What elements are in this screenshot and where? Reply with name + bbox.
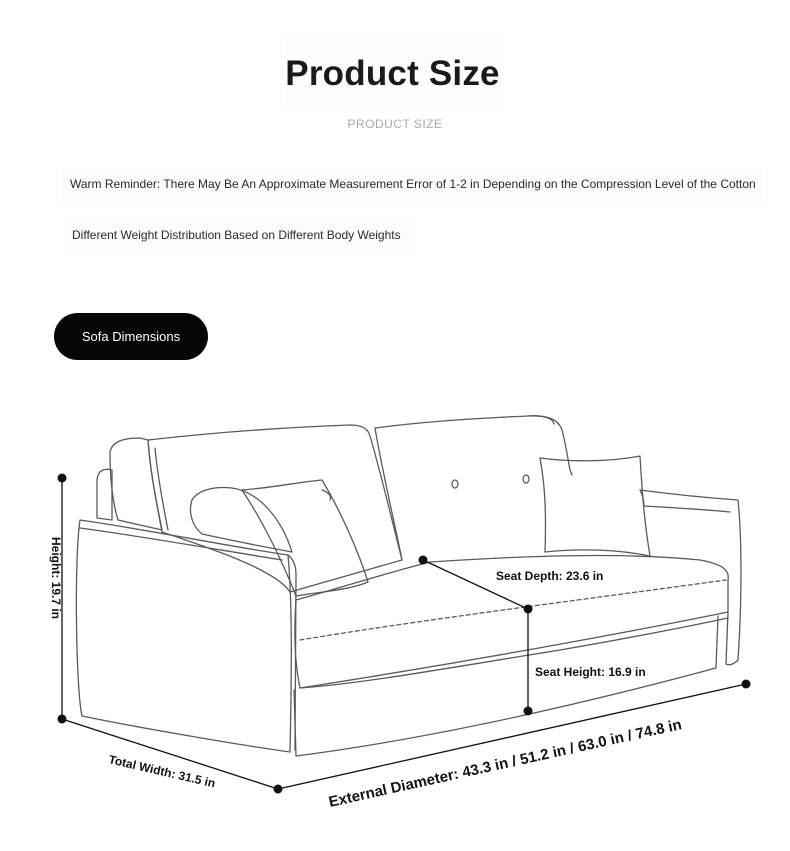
- sofa-drawing: [76, 416, 741, 756]
- external-diameter-label: External Diameter: 43.3 in / 51.2 in / 63.0 in / 74.8 in: [327, 716, 684, 811]
- height-top-point: [58, 474, 67, 483]
- seat-height-bottom-point: [524, 707, 533, 716]
- seat-depth-label: Seat Depth: 23.6 in: [496, 569, 604, 583]
- seat-depth-start-point: [419, 556, 428, 565]
- page-title: Product Size: [285, 54, 500, 93]
- seat-depth-line: [423, 560, 528, 609]
- measurement-reminder: Warm Reminder: There May Be An Approximate Measurement Error of 1-2 in Depending on the Compression Level of the Cotton: [62, 170, 762, 202]
- dimension-points: [58, 474, 751, 794]
- seat-height-label: Seat Height: 16.9 in: [535, 665, 646, 679]
- height-label: Height: 19.7 in: [49, 537, 63, 620]
- dimension-lines: [62, 478, 746, 789]
- height-bottom-point: [58, 715, 67, 724]
- total-width-label: Total Width: 31.5 in: [107, 752, 217, 791]
- sofa-dimensions-tab[interactable]: Sofa Dimensions: [54, 313, 208, 360]
- diameter-end-point: [742, 680, 751, 689]
- page-subtitle: PRODUCT SIZE: [347, 117, 443, 131]
- diameter-line: [278, 684, 746, 789]
- seat-depth-end-point: [524, 605, 533, 614]
- weight-distribution-note: Different Weight Distribution Based on Different Body Weights: [64, 222, 414, 252]
- width-end-point: [274, 785, 283, 794]
